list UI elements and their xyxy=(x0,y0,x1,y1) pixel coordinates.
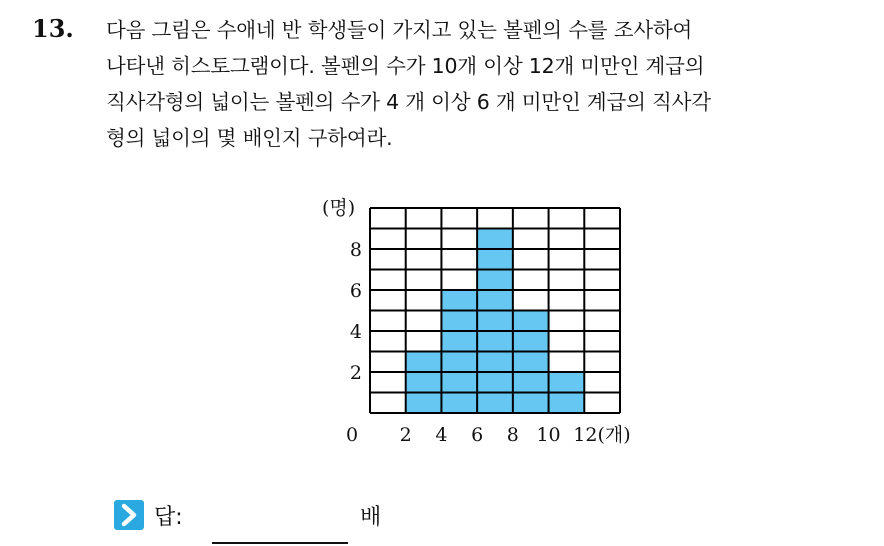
y-axis-label: (명) xyxy=(322,197,356,219)
y-tick-label: 6 xyxy=(349,280,362,302)
question-line: 형의 넓이의 몇 배인지 구하여라. xyxy=(106,126,393,150)
question-line: 다음 그림은 수애네 반 학생들이 가지고 있는 볼펜의 수를 조사하여 xyxy=(106,18,693,42)
x-tick-label: 10 xyxy=(536,424,561,446)
histogram-bar xyxy=(513,311,549,414)
question-line: 나타낸 히스토그램이다. 볼펜의 수가 10개 이상 12개 미만인 계급의 xyxy=(106,54,705,78)
arrow-icon xyxy=(114,500,144,530)
histogram-bar xyxy=(477,229,513,414)
histogram-bar xyxy=(406,352,442,414)
answer-label: 답: xyxy=(154,505,183,530)
answer-input-line[interactable] xyxy=(212,542,348,544)
histogram-bars xyxy=(406,229,585,414)
x-tick-label: 12(개) xyxy=(573,424,631,446)
answer-unit: 배 xyxy=(360,505,382,530)
x-tick-label: 8 xyxy=(506,424,519,446)
x-tick-label: 2 xyxy=(399,424,412,446)
histogram-chart xyxy=(316,188,656,448)
y-tick-label: 4 xyxy=(349,321,362,343)
question-number: 13. xyxy=(32,14,74,43)
y-tick-label: 2 xyxy=(349,362,362,384)
question-line: 직사각형의 넓이는 볼펜의 수가 4 개 이상 6 개 미만인 계급의 직사각 xyxy=(106,90,711,114)
x-tick-label: 4 xyxy=(435,424,448,446)
question-text xyxy=(106,12,866,156)
y-tick-label: 8 xyxy=(349,239,362,261)
x-tick-label: 6 xyxy=(471,424,484,446)
x-tick-label: 0 xyxy=(345,424,359,446)
